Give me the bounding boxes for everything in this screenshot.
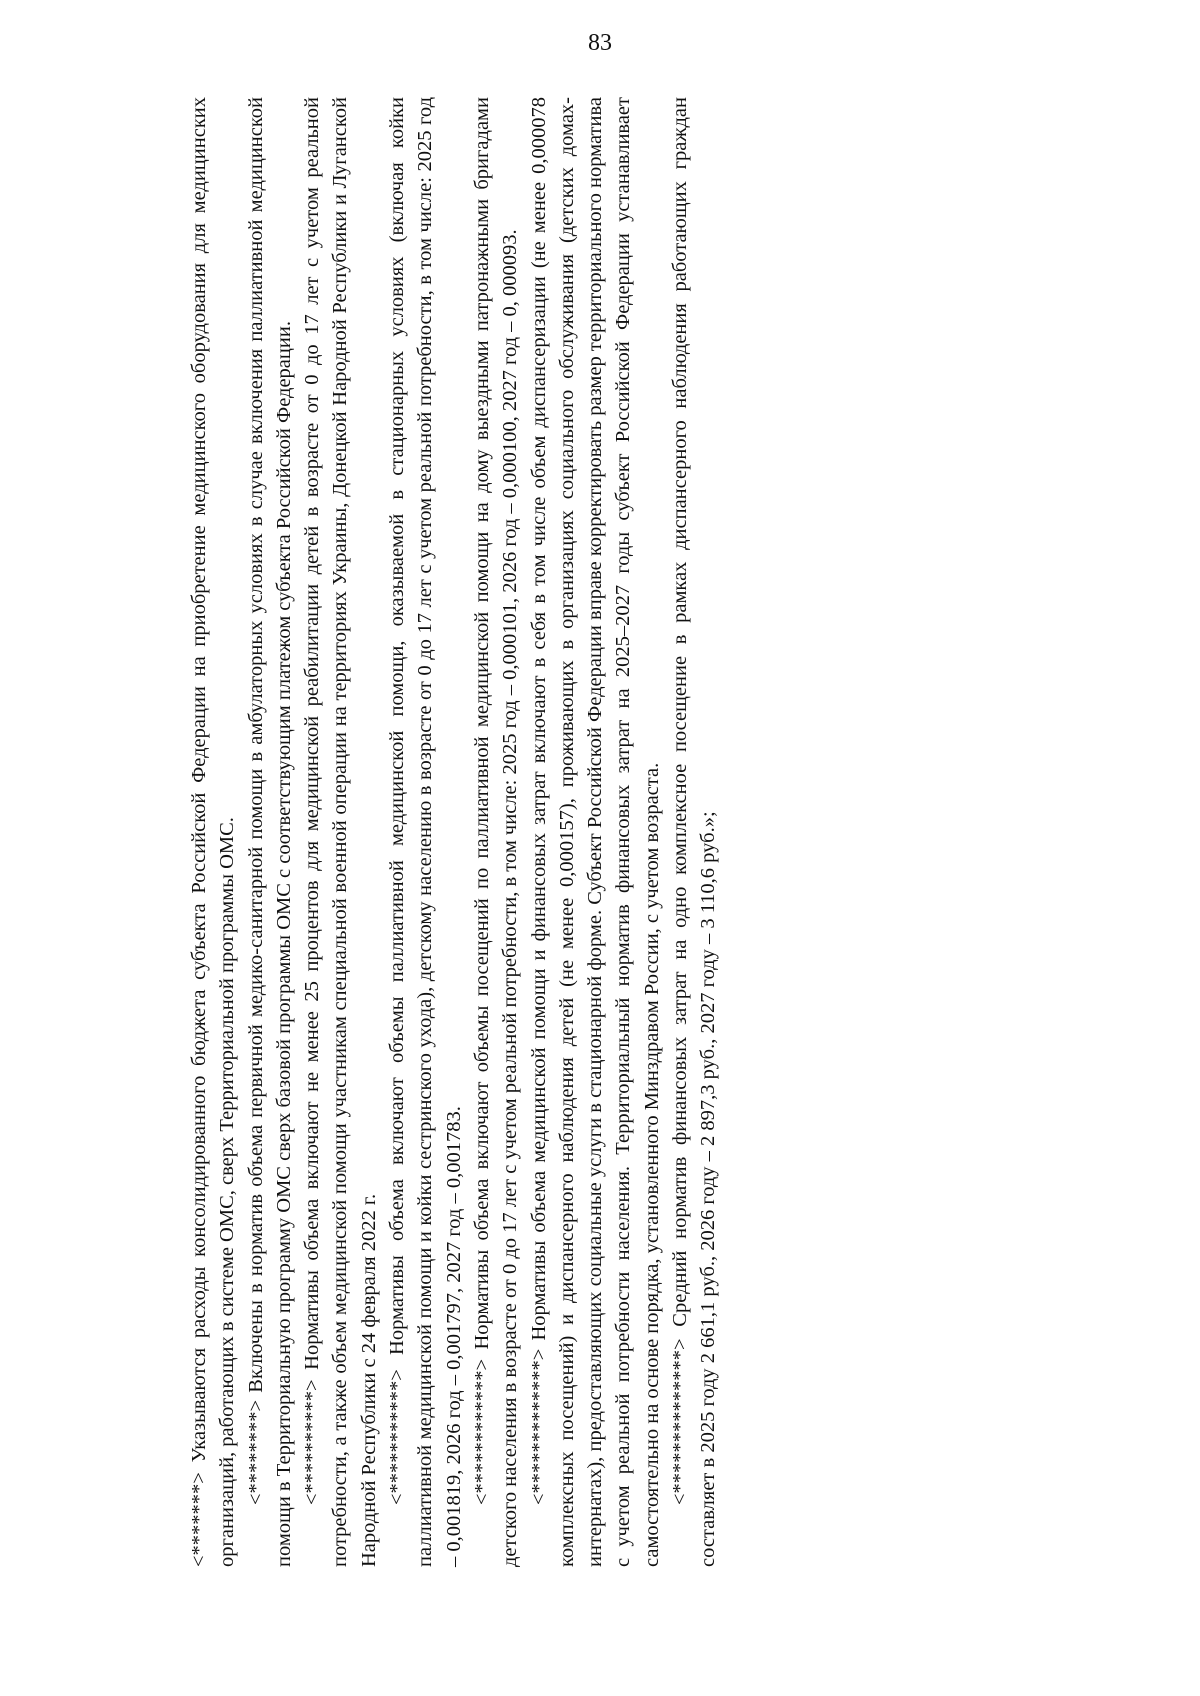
footnote-paragraph: <***********> Нормативы объема включают объемы паллиативной медицинской помощи, оказываемой в стационарных условиях (включая койки паллиативной медицинской помощи и койки сестринского ухода), детскому населению в возрасте от 0 до 17 лет с учетом реальной потребности, в том числе: 2025 год – 0,001819, 2026 год – 0,001797, 2027 год – 0,001783. bbox=[386, 97, 465, 1567]
footnote-paragraph: <*************> Нормативы объема медицинской помощи и финансовых затрат включают в себя в том числе объем диспансеризации (не менее 0,000078 комплексных посещений) и диспансерного наблюдения детей (не менее 0,000157), проживающих в организациях социального обслуживания (детских домах-интернатах), предоставляющих социальные услуги в стационарной форме. Субъект Российской Федерации вправе корректировать размер территориального норматива с учетом реальной потребности населения. Территориальный норматив финансовых затрат на 2025–2027 годы субъект Российской Федерации устанавливает самостоятельно на основе порядка, установленного Минздравом России, с учетом возраста. bbox=[527, 97, 663, 1567]
footnote-paragraph: <**************> Средний норматив финансовых затрат на одно комплексное посещение в рамках диспансерного наблюдения работающих граждан составляет в 2025 году 2 661,1 руб., 2026 году – 2 897,3 руб., 2027 году – 3 110,6 руб.»; bbox=[669, 97, 720, 1567]
footnote-paragraph: <**********> Нормативы объема включают не менее 25 процентов для медицинской реабилитации детей в возрасте от 0 до 17 лет с учетом реальной потребности, а также объем медицинской помощи участникам специальной военной операции на территориях Украины, Донецкой Народной Республики и Луганской Народной Республики с 24 февраля 2022 г. bbox=[301, 97, 380, 1567]
footnote-paragraph: <************> Нормативы объема включают объемы посещений по паллиативной медицинской помощи на дому выездными патронажными бригадами детского населения в возрасте от 0 до 17 лет с учетом реальной потребности, в том числе: 2025 год – 0,000101, 2026 год – 0,000100, 2027 год – 0, 000093. bbox=[470, 97, 522, 1567]
footnote-paragraph: <*******> Указываются расходы консолидированного бюджета субъекта Российской Федерации на приобретение медицинского оборудования для медицинских организаций, работающих в системе ОМС, сверх Территориальной программы ОМС. bbox=[188, 97, 239, 1567]
footnote-paragraph: <********> Включены в норматив объема первичной медико-санитарной помощи в амбулаторных условиях в случае включения паллиативной медицинской помощи в Территориальную программу ОМС сверх базовой программы ОМС с соответствующим платежом субъекта Российской Федерации. bbox=[244, 97, 295, 1567]
footnotes bbox=[185, 97, 1050, 1567]
page-number: 83 bbox=[588, 30, 612, 56]
rotated-text-block bbox=[185, 97, 1050, 1567]
